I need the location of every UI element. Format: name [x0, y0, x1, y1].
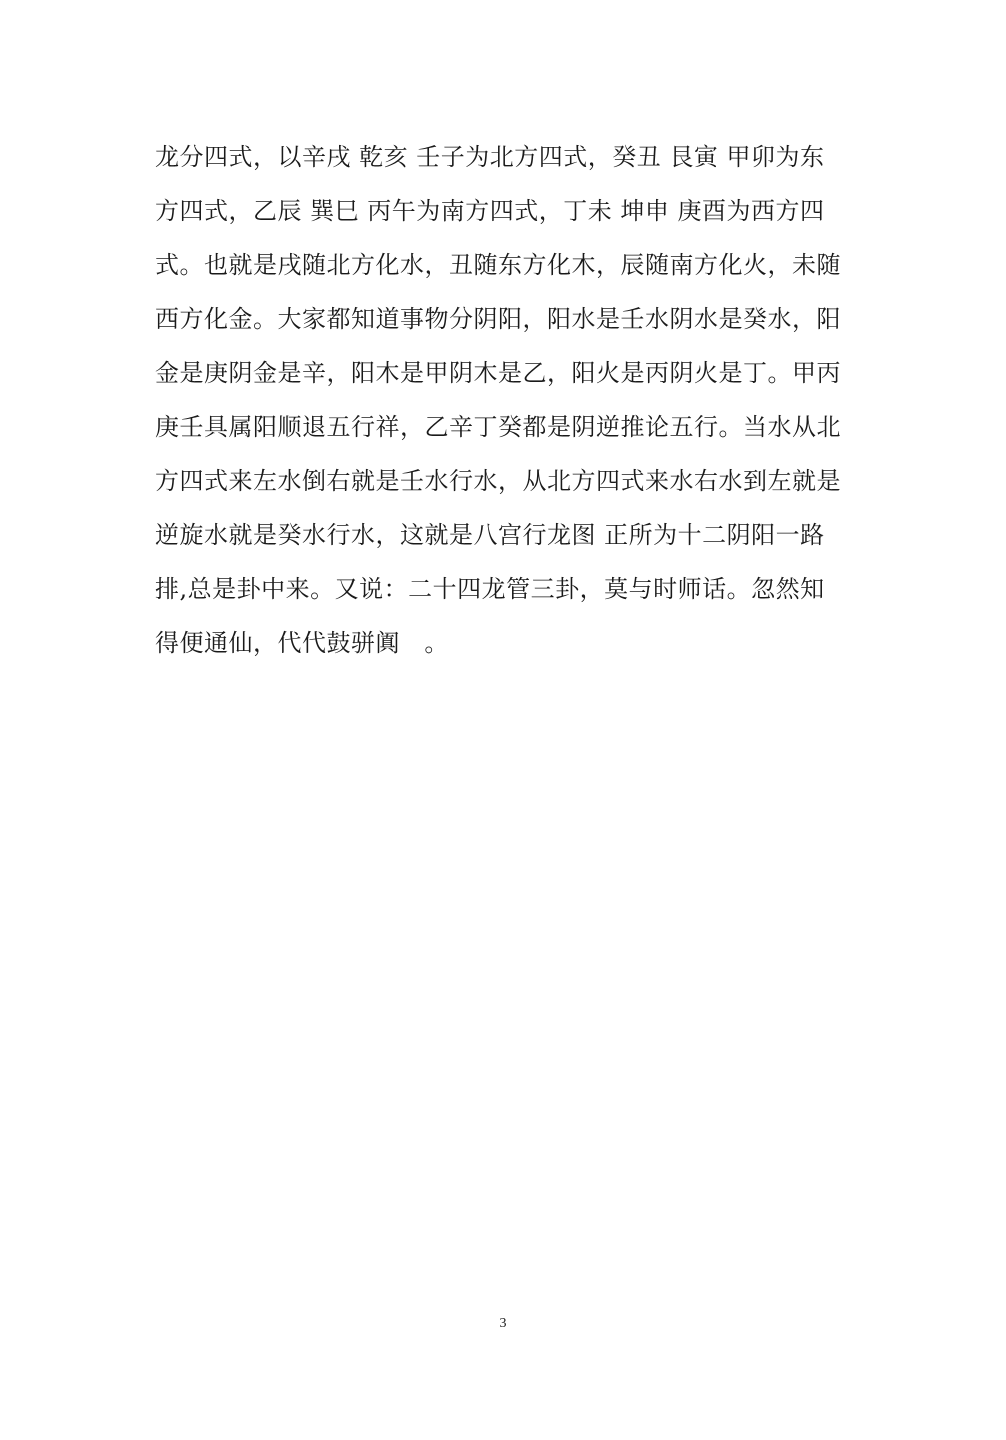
text-line-5: 金是庚阴金是辛，阳木是甲阴木是乙，阳火是丙阴火是丁。甲丙: [155, 359, 841, 387]
text-line-7: 方四式来左水倒右就是壬水行水，从北方四式来水右水到左就是: [155, 467, 841, 495]
body-text: [155, 130, 855, 670]
text-line-8: 逆旋水就是癸水行水，这就是八宫行龙图 正所为十二阴阳一路: [155, 521, 825, 549]
text-line-1: 龙分四式，以辛戌 乾亥 壬子为北方四式，癸丑 艮寅 甲卯为东: [155, 143, 825, 171]
text-line-6: 庚壬具属阳顺退五行祥，乙辛丁癸都是阴逆推论五行。当水从北: [155, 413, 841, 441]
text-line-3: 式。也就是戌随北方化水，丑随东方化木，辰随南方化火，未随: [155, 251, 841, 279]
page-number: 3: [499, 1316, 507, 1331]
text-line-2: 方四式，乙辰 巽巳 丙午为南方四式，丁未 坤申 庚酉为西方四: [155, 197, 825, 225]
text-line-10: 得便通仙，代代鼓骈阗 。: [155, 629, 449, 657]
text-line-9: 排,总是卦中来。又说：二十四龙管三卦，莫与时师话。忽然知: [155, 575, 825, 603]
text-line-4: 西方化金。大家都知道事物分阴阳，阳水是壬水阴水是癸水，阳: [155, 305, 841, 333]
